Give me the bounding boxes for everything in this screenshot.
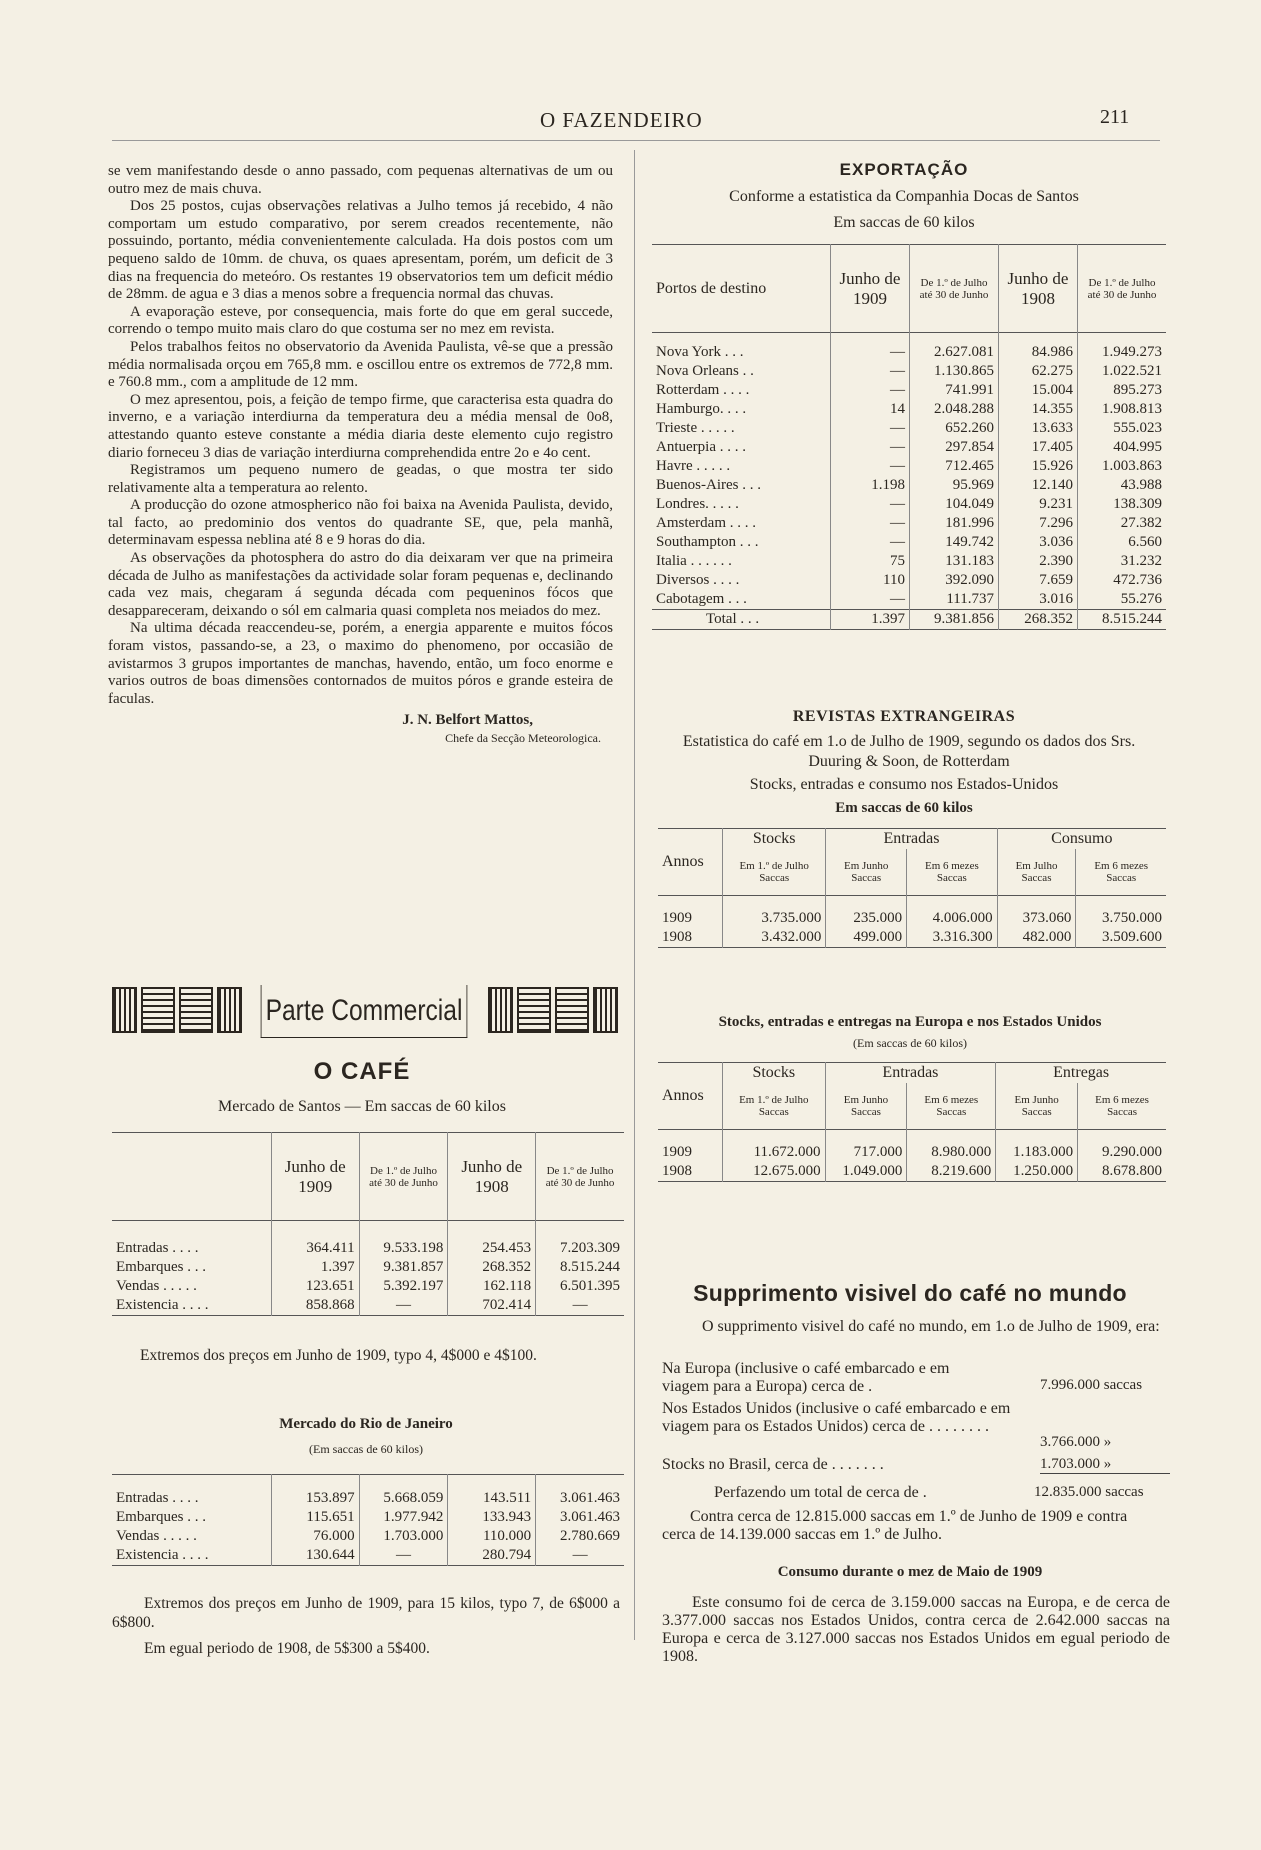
port-value: 84.986 bbox=[999, 343, 1078, 362]
article-paragraph: A producção do ozone atmospherico não foi baixa na Avenida Paulista, devido, tal facto, ao predominio dos ventos do quadrante SE, que, pela manhã, determinavam espessa neblina até 8 e 9 horas do dia. bbox=[108, 497, 613, 549]
col-header: Junho de 1909 bbox=[271, 1133, 359, 1221]
port-value: 1.130.865 bbox=[910, 362, 999, 381]
table-row: Vendas . . . . . 76.000 1.703.000 110.000 2.780.669 bbox=[112, 1527, 624, 1546]
supply-item-label: Nos Estados Unidos (inclusive o café embarcado e em viagem para os Estados Unidos) cerca de . . . . . . . . bbox=[662, 1400, 1011, 1435]
ornament-left bbox=[112, 987, 242, 1035]
revistas-title: REVISTAS EXTRANGEIRAS bbox=[792, 708, 1016, 725]
col-header: De 1.º de Julho até 30 de Junho bbox=[359, 1133, 448, 1221]
annos-label: Annos bbox=[662, 852, 704, 870]
ornament-icon bbox=[217, 987, 242, 1033]
us-stocks-table: Annos Stocks Entradas Consumo Em 1.º de Julho Saccas Em Junho Saccas Em 6 mezes Saccas Em Julho Saccas Em 6 mezes Saccas 1909 3.735.000 235.000 4.006.000 373.060 3.750.000 1908 3.432.000 499.000 3.316.300 482.000 3.509.600 bbox=[658, 828, 1166, 948]
col-header: Junho de 1908 bbox=[448, 1133, 536, 1221]
port-name: Havre . . . . . bbox=[656, 457, 731, 474]
port-name: Cabotagem . . . bbox=[656, 590, 747, 607]
port-name: Southampton . . . bbox=[656, 533, 759, 550]
port-value: 27.382 bbox=[1078, 514, 1167, 533]
export-unit: Em saccas de 60 kilos bbox=[833, 214, 975, 231]
col-header: Junho de 1908 bbox=[999, 245, 1078, 333]
port-name: Nova York . . . bbox=[656, 343, 744, 360]
port-value: 9.231 bbox=[999, 495, 1078, 514]
table-row bbox=[652, 457, 1166, 476]
revistas-unit: Em saccas de 60 kilos bbox=[835, 800, 973, 816]
port-value: 652.260 bbox=[910, 419, 999, 438]
port-name: Hamburgo. . . . bbox=[656, 400, 747, 417]
port-value: 181.996 bbox=[910, 514, 999, 533]
port-value: 895.273 bbox=[1078, 381, 1167, 400]
column-divider bbox=[634, 150, 635, 1640]
port-value: 111.737 bbox=[910, 590, 999, 610]
signature-role: Chefe da Secção Meteorologica. bbox=[445, 731, 601, 745]
table-row bbox=[652, 419, 1166, 438]
port-value: 3.016 bbox=[999, 590, 1078, 610]
santos-table bbox=[112, 1132, 624, 1316]
supply-total-value: 12.835.000 saccas bbox=[1034, 1484, 1144, 1500]
port-value: 297.854 bbox=[910, 438, 999, 457]
article-paragraph: se vem manifestando desde o anno passado, com pequenas alternativas de um ou outro mez de mais chuva. bbox=[108, 163, 613, 197]
ornament-icon bbox=[517, 987, 551, 1033]
table-row bbox=[652, 381, 1166, 400]
total-row: Total . . . 1.397 9.381.856 268.352 8.515.244 bbox=[652, 609, 1166, 629]
table-row: 1909 11.672.000 717.000 8.980.000 1.183.000 9.290.000 bbox=[658, 1143, 1166, 1162]
port-name: Amsterdam . . . . bbox=[656, 514, 756, 531]
port-name: Italia . . . . . . bbox=[656, 552, 732, 569]
port-value: — bbox=[831, 533, 910, 552]
port-value: 17.405 bbox=[999, 438, 1078, 457]
supply-intro: O supprimento visivel do café no mundo, em 1.o de Julho de 1909, era: bbox=[702, 1318, 1160, 1335]
port-value: 6.560 bbox=[1078, 533, 1167, 552]
port-value: 1.022.521 bbox=[1078, 362, 1167, 381]
signature: J. N. Belfort Mattos, bbox=[402, 712, 533, 729]
export-title: EXPORTAÇÃO bbox=[839, 160, 969, 179]
table-row: 1909 3.735.000 235.000 4.006.000 373.060 3.750.000 bbox=[658, 909, 1166, 928]
port-name: Nova Orleans . . bbox=[656, 362, 754, 379]
port-value: 43.988 bbox=[1078, 476, 1167, 495]
table-row bbox=[652, 362, 1166, 381]
table-row: Vendas . . . . . 123.651 5.392.197 162.118 6.501.395 bbox=[112, 1277, 624, 1296]
rio-table bbox=[112, 1474, 624, 1566]
supply-item-value: 1.703.000 » bbox=[1040, 1456, 1170, 1474]
col-header: De 1.º de Julho até 30 de Junho bbox=[1078, 245, 1167, 333]
export-source: Conforme a estatistica da Companhia Docas de Santos bbox=[729, 188, 1079, 205]
supply-total-label: Perfazendo um total de cerca de . bbox=[714, 1484, 927, 1501]
port-value: — bbox=[831, 343, 910, 362]
col-header: De 1.º de Julho até 30 de Junho bbox=[910, 245, 999, 333]
article-paragraph: A evaporação esteve, por consequencia, mais forte do que em geral succede, correndo o tempo muito mais claro do que costuma ser no mez em revista. bbox=[108, 303, 613, 338]
port-value: 1.908.813 bbox=[1078, 400, 1167, 419]
port-value: 12.140 bbox=[999, 476, 1078, 495]
page-number: 211 bbox=[1100, 106, 1130, 128]
rio-title: Mercado do Rio de Janeiro bbox=[279, 1416, 453, 1432]
ornament-right bbox=[488, 987, 618, 1035]
port-value: — bbox=[831, 514, 910, 533]
port-name: Buenos-Aires . . . bbox=[656, 476, 761, 493]
port-value: 1.198 bbox=[831, 476, 910, 495]
cafe-title: O CAFÉ bbox=[313, 1058, 411, 1085]
revistas-desc: Estatistica do café em 1.o de Julho de 1909, segundo os dados dos Srs. Duuring & Soon, de Rotterdam bbox=[682, 733, 1136, 770]
port-value: 138.309 bbox=[1078, 495, 1167, 514]
table-row bbox=[652, 495, 1166, 514]
port-value: 2.627.081 bbox=[910, 343, 999, 362]
col-header: Junho de 1909 bbox=[831, 245, 910, 333]
port-value: 1.949.273 bbox=[1078, 343, 1167, 362]
port-value: 14 bbox=[831, 400, 910, 419]
ornament-icon bbox=[488, 987, 513, 1033]
table-row bbox=[652, 476, 1166, 495]
article-paragraph: Na ultima década reaccendeu-se, porém, a energia apparente e muitos fócos foram vistos, passando-se, a 23, o maximo do phenomeno, por occasião de avistarmos 3 grupos importantes de manchas, havendo, então, um foco enorme e varios outros de boas dimensões contornados de muitos póros e grande esteira de faculas. bbox=[108, 620, 613, 707]
port-value: 131.183 bbox=[910, 552, 999, 571]
port-value: 149.742 bbox=[910, 533, 999, 552]
port-value: 2.048.288 bbox=[910, 400, 999, 419]
article-paragraph: Pelos trabalhos feitos no observatorio da Avenida Paulista, vê-se que a pressão média normalisada orçou em 765,8 mm. e oscillou entre os extremos de 772,8 mm. e 760.8 mm., com a amplitude de 12 mm. bbox=[108, 338, 613, 391]
table-row bbox=[652, 533, 1166, 552]
banner-title: Parte Commercial bbox=[261, 985, 468, 1038]
table-row: Existencia . . . . 130.644 — 280.794 — bbox=[112, 1546, 624, 1566]
europe-us-table: Annos Stocks Entradas Entregas Em 1.º de Julho Saccas Em Junho Saccas Em 6 mezes Saccas Em Junho Saccas Em 6 mezes Saccas 1909 11.672.000 717.000 8.980.000 1.183.000 9.290.000 1908 12.675.000 1.049.000 8.219.600 1.250.000 8.678.800 bbox=[658, 1062, 1166, 1182]
table-row: Embarques . . . 1.397 9.381.857 268.352 8.515.244 bbox=[112, 1258, 624, 1277]
port-value: 15.004 bbox=[999, 381, 1078, 400]
port-value: 3.036 bbox=[999, 533, 1078, 552]
port-value: 14.355 bbox=[999, 400, 1078, 419]
annos-label: Annos bbox=[662, 1086, 704, 1104]
port-name: Diversos . . . . bbox=[656, 571, 740, 588]
rio-note: Extremos dos preços em Junho de 1909, para 15 kilos, typo 7, de 6$000 a 6$800. bbox=[112, 1595, 620, 1631]
port-value: 712.465 bbox=[910, 457, 999, 476]
article-paragraph: Registramos um pequeno numero de geadas, o que mostra ter sido relativamente alta a temperatura ao relento. bbox=[108, 462, 613, 496]
port-value: — bbox=[831, 381, 910, 400]
port-value: 15.926 bbox=[999, 457, 1078, 476]
port-value: 75 bbox=[831, 552, 910, 571]
port-value: 392.090 bbox=[910, 571, 999, 590]
santos-note: Extremos dos preços em Junho de 1909, typo 4, 4$000 e 4$100. bbox=[140, 1347, 537, 1364]
consumo-title: Consumo durante o mez de Maio de 1909 bbox=[777, 1564, 1043, 1580]
table-row bbox=[652, 343, 1166, 362]
ornament-icon bbox=[179, 987, 213, 1033]
port-value: 104.049 bbox=[910, 495, 999, 514]
col-header: Portos de destino bbox=[656, 279, 767, 297]
table-row: 1908 12.675.000 1.049.000 8.219.600 1.250.000 8.678.800 bbox=[658, 1162, 1166, 1182]
port-value: 110 bbox=[831, 571, 910, 590]
table-row bbox=[652, 552, 1166, 571]
port-name: Londres. . . . . bbox=[656, 495, 739, 512]
port-value: 472.736 bbox=[1078, 571, 1167, 590]
port-value: 741.991 bbox=[910, 381, 999, 400]
revistas-desc-2: Stocks, entradas e consumo nos Estados-Unidos bbox=[749, 776, 1059, 793]
port-value: — bbox=[831, 362, 910, 381]
port-value: — bbox=[831, 590, 910, 610]
export-table bbox=[652, 244, 1166, 630]
port-value: 7.659 bbox=[999, 571, 1078, 590]
port-value: 13.633 bbox=[999, 419, 1078, 438]
article-paragraph: O mez apresentou, pois, a feição de tempo firme, que caracterisa esta quadra do inverno, e a variação interdiurna da temperatura deu a média mensal de 0o8, attestando quanto esteve constante a média diaria deste elemento cujo registro diario forneceu 3 dias de variação interdiurna comprehendida entre 2o e 4o cent. bbox=[108, 391, 613, 461]
port-value: 55.276 bbox=[1078, 590, 1167, 610]
parte-commercial-banner bbox=[110, 985, 618, 1040]
port-value: — bbox=[831, 438, 910, 457]
article-paragraph: As observações da photosphera do astro do dia deixaram ver que na primeira década de Julho as manifestações da actividade solar foram pequenas e, declinando cada vez mais, chegaram á segunda década com pequeninos fócos que desappareceram, deixando o sól em calmaria quasi completa nos meiados do mez. bbox=[108, 550, 613, 619]
table-row: 1908 3.432.000 499.000 3.316.300 482.000 3.509.600 bbox=[658, 928, 1166, 948]
port-name: Trieste . . . . . bbox=[656, 419, 735, 436]
port-value: 555.023 bbox=[1078, 419, 1167, 438]
col-header: De 1.º de Julho até 30 de Junho bbox=[536, 1133, 624, 1221]
meteorology-article bbox=[108, 163, 613, 748]
running-title: O FAZENDEIRO bbox=[540, 108, 703, 132]
supply-item-label: Stocks no Brasil, cerca de . . . . . . . bbox=[662, 1456, 884, 1473]
table-row bbox=[652, 590, 1166, 610]
port-value: 62.275 bbox=[999, 362, 1078, 381]
ornament-icon bbox=[555, 987, 589, 1033]
ornament-icon bbox=[112, 987, 137, 1033]
port-name: Antuerpia . . . . bbox=[656, 438, 746, 455]
supply-title: Supprimento visivel do café no mundo bbox=[693, 1280, 1127, 1306]
table-row: Existencia . . . . 858.868 — 702.414 — bbox=[112, 1296, 624, 1316]
supply-item-value: 7.996.000 saccas bbox=[1040, 1377, 1143, 1393]
port-value: 2.390 bbox=[999, 552, 1078, 571]
table-row bbox=[652, 438, 1166, 457]
port-value: — bbox=[831, 457, 910, 476]
port-value: 31.232 bbox=[1078, 552, 1167, 571]
port-value: 7.296 bbox=[999, 514, 1078, 533]
table-row bbox=[652, 514, 1166, 533]
rio-subtitle: (Em saccas de 60 kilos) bbox=[309, 1442, 423, 1456]
supply-item-value: 3.766.000 » bbox=[1040, 1434, 1112, 1450]
port-value: 95.969 bbox=[910, 476, 999, 495]
table-row bbox=[652, 571, 1166, 590]
consumo-text: Este consumo foi de cerca de 3.159.000 saccas na Europa, e de cerca de 3.377.000 saccas nos Estados Unidos, contra cerca de 2.642.000 saccas na Europa e cerca de 3.127.000 saccas nos Estados Unidos em egual periodo de 1908. bbox=[662, 1594, 1170, 1665]
table-row: Entradas . . . . 153.897 5.668.059 143.511 3.061.463 bbox=[112, 1489, 624, 1508]
rio-note-2: Em egual periodo de 1908, de 5$300 a 5$400. bbox=[144, 1640, 430, 1657]
port-value: — bbox=[831, 495, 910, 514]
table-row: Entradas . . . . 364.411 9.533.198 254.453 7.203.309 bbox=[112, 1239, 624, 1258]
t2-unit: (Em saccas de 60 kilos) bbox=[853, 1036, 967, 1050]
ornament-icon bbox=[593, 987, 618, 1033]
port-value: 1.003.863 bbox=[1078, 457, 1167, 476]
port-name: Rotterdam . . . . bbox=[656, 381, 750, 398]
supply-compare: Contra cerca de 12.815.000 saccas em 1.º de Junho de 1909 e contra cerca de 14.139.000 saccas em 1.º de Julho. bbox=[662, 1508, 1128, 1543]
header-rule bbox=[112, 140, 1160, 141]
port-value: — bbox=[831, 419, 910, 438]
table-row bbox=[652, 400, 1166, 419]
t2-title: Stocks, entradas e entregas na Europa e nos Estados Unidos bbox=[718, 1014, 1102, 1030]
supply-item-label: Na Europa (inclusive o café embarcado e em viagem para a Europa) cerca de . bbox=[662, 1360, 950, 1395]
ornament-icon bbox=[141, 987, 175, 1033]
port-value: 404.995 bbox=[1078, 438, 1167, 457]
santos-subtitle: Mercado de Santos — Em saccas de 60 kilos bbox=[218, 1098, 506, 1115]
table-row: Embarques . . . 115.651 1.977.942 133.943 3.061.463 bbox=[112, 1508, 624, 1527]
article-paragraph: Dos 25 postos, cujas observações relativas a Julho temos já recebido, 4 não comportam um estudo comparativo, por serem creados recentemente, não possuindo, portanto, média convenientemente calculada. Ha dois postos com um pequeno saldo de 10mm. de chuva, os quaes apresentam, porém, um deficit de 3 dias na frequencia do meteóro. Os restantes 19 observatorios tem um deficit médio de 28mm. de agua e 3 dias a menos sobre a frequencia normal das chuvas. bbox=[108, 198, 613, 303]
